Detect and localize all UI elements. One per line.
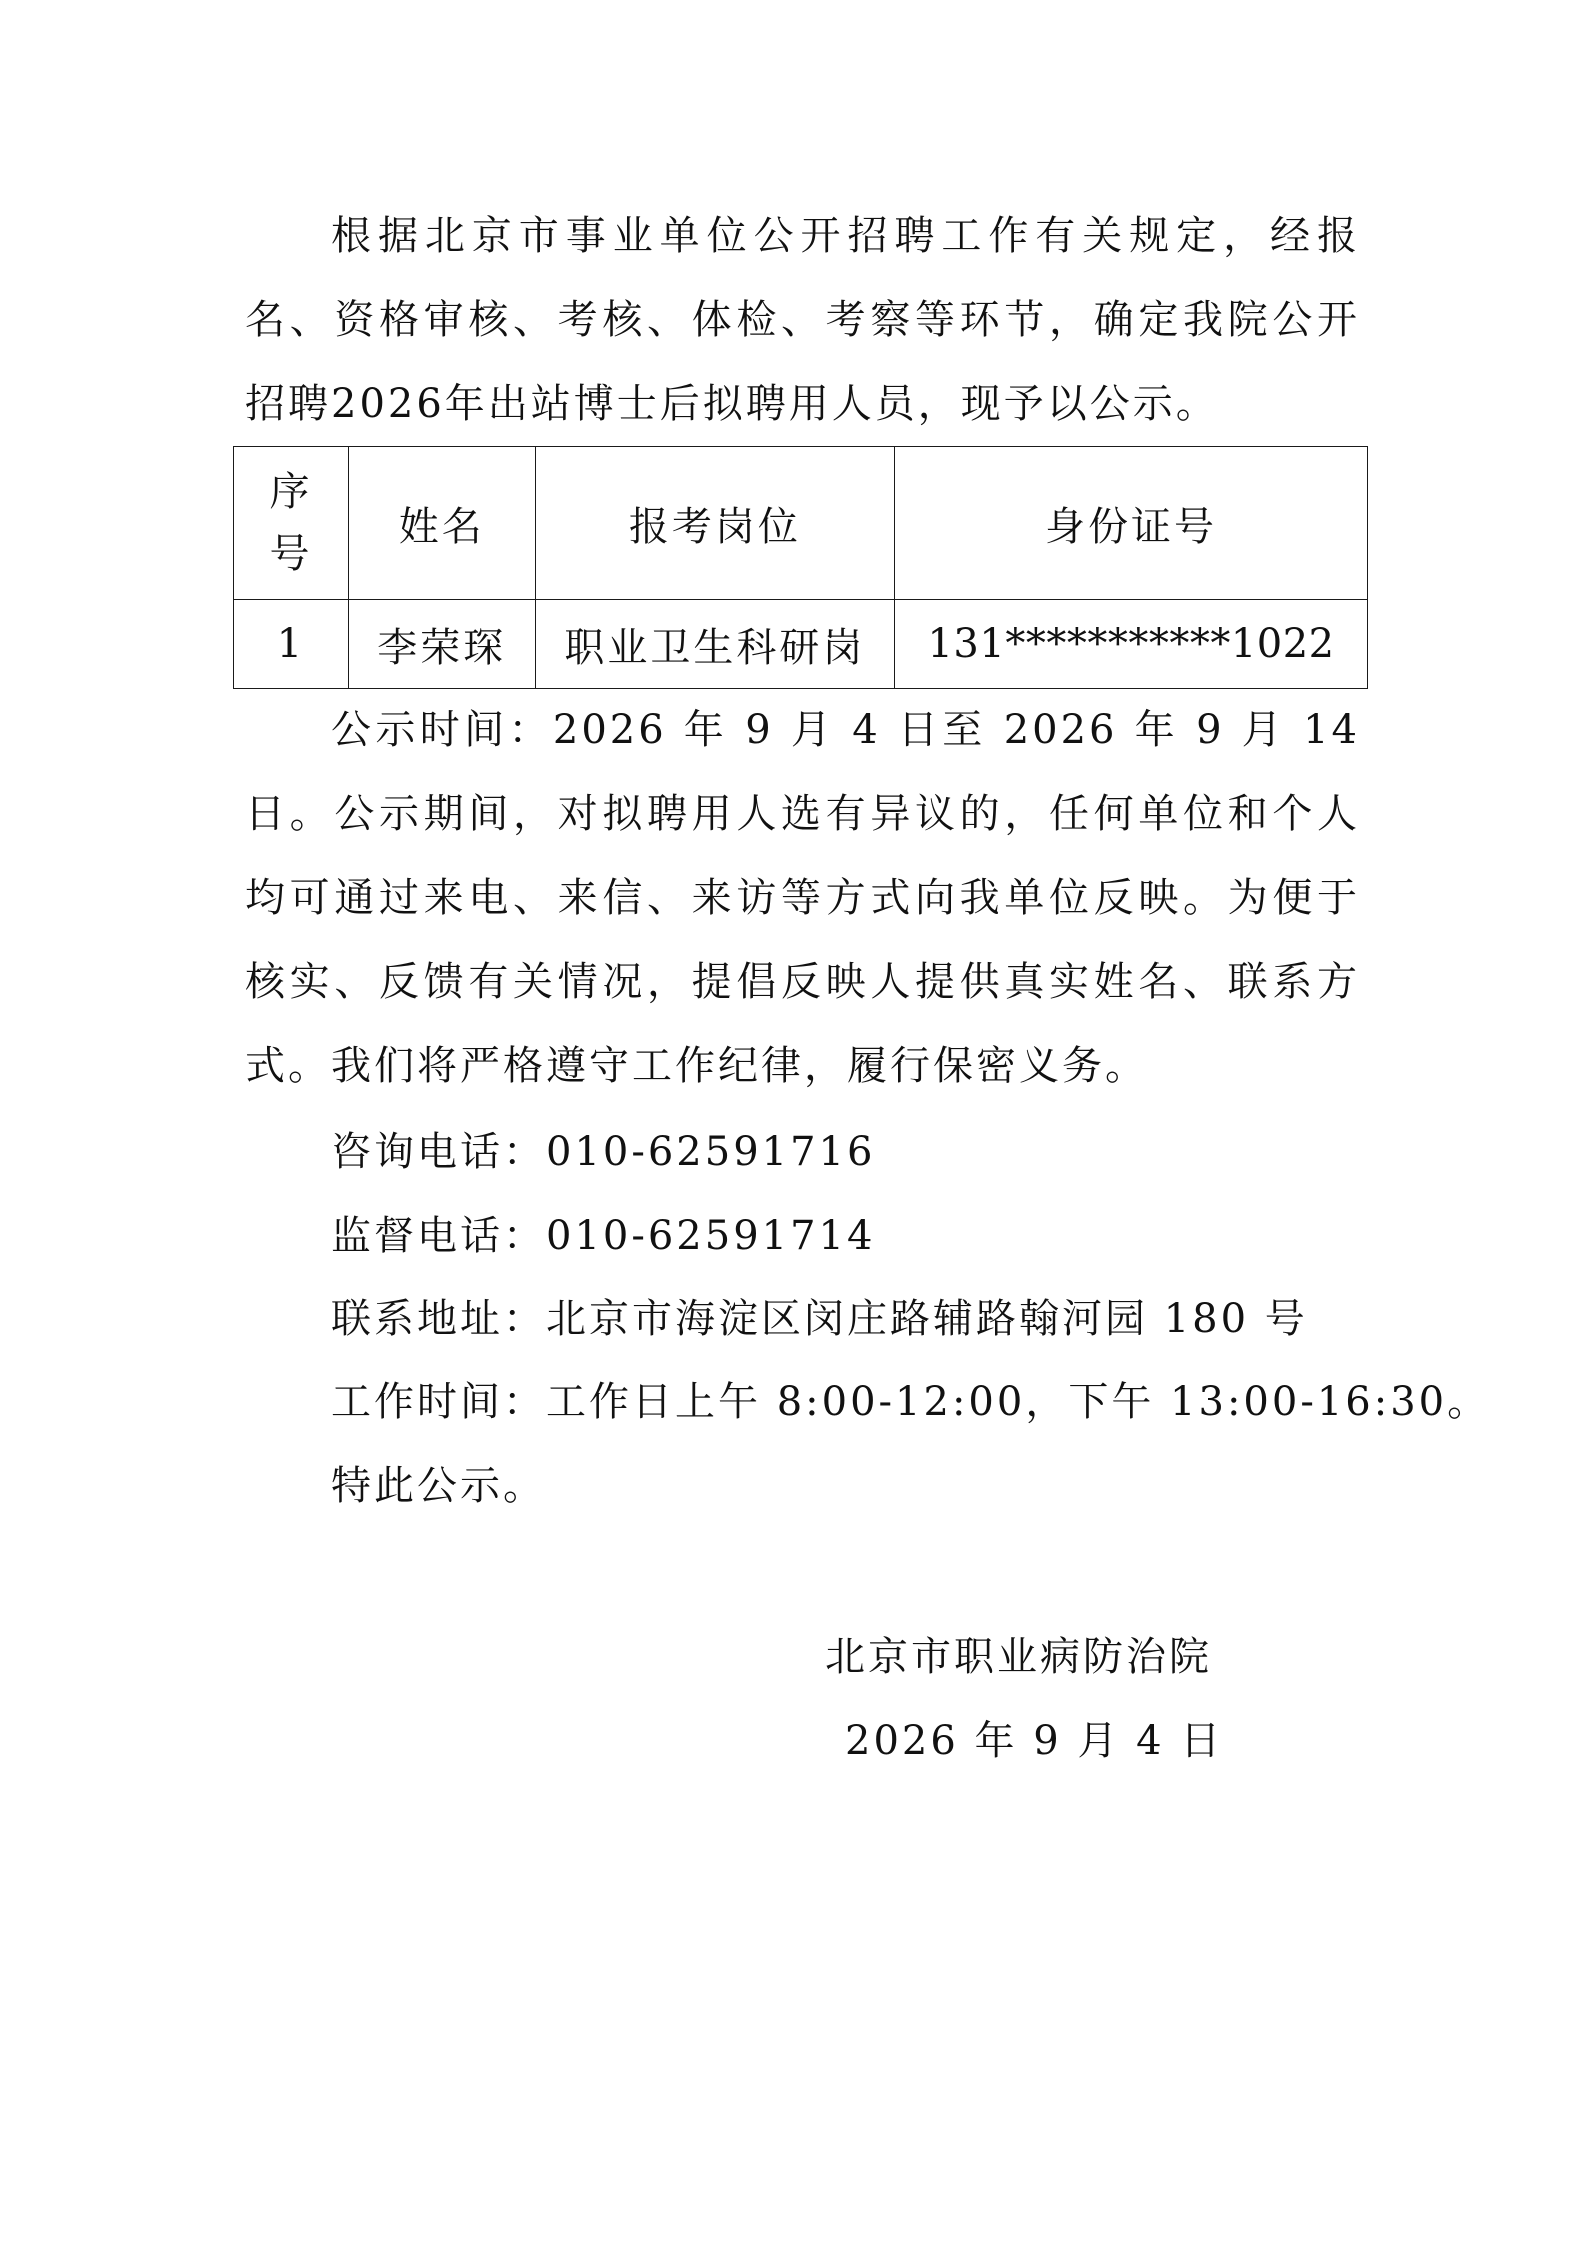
cell-id-number: 131***********1022 [895, 600, 1368, 689]
candidate-table [233, 446, 1368, 689]
table-header-row [234, 447, 1368, 600]
intro-paragraph: 根据北京市事业单位公开招聘工作有关规定，经报名、资格审核、考核、体检、考察等环节，确定我院公开招聘2026年出站博士后拟聘用人员，现予以公示。 [245, 213, 1360, 427]
table-row [234, 600, 1368, 689]
supervise-phone-line: 监督电话：010-62591714 [331, 1213, 876, 1259]
signature-date: 2026 年 9 月 4 日 [845, 1718, 1224, 1764]
address-line: 联系地址：北京市海淀区闵庄路辅路翰河园 180 号 [331, 1296, 1308, 1342]
closing-line: 特此公示。 [331, 1463, 546, 1509]
cell-position: 职业卫生科研岗 [535, 600, 894, 689]
header-seq-char-1: 序 [269, 469, 313, 515]
header-name: 姓名 [348, 447, 535, 600]
working-hours-line: 工作时间：工作日上午 8:00-12:00，下午 13:00-16:30。 [331, 1379, 1491, 1425]
notice-paragraph: 公示时间：2026 年 9 月 4 日至 2026 年 9 月 14 日。公示期间，对拟聘用人选有异议的，任何单位和个人均可通过来电、来信、来访等方式向我单位反映。为便于核实、反馈有关情况，提倡反映人提供真实姓名、联系方式。我们将严格遵守工作纪律，履行保密义务。 [245, 707, 1360, 1089]
header-id-number: 身份证号 [895, 447, 1368, 600]
header-seq-char-2: 号 [269, 531, 313, 577]
signature-organization: 北京市职业病防治院 [825, 1634, 1212, 1680]
cell-seq: 1 [234, 600, 349, 689]
header-seq [234, 447, 349, 600]
cell-name: 李荣琛 [348, 600, 535, 689]
consult-phone-line: 咨询电话：010-62591716 [331, 1129, 876, 1175]
header-position: 报考岗位 [535, 447, 894, 600]
